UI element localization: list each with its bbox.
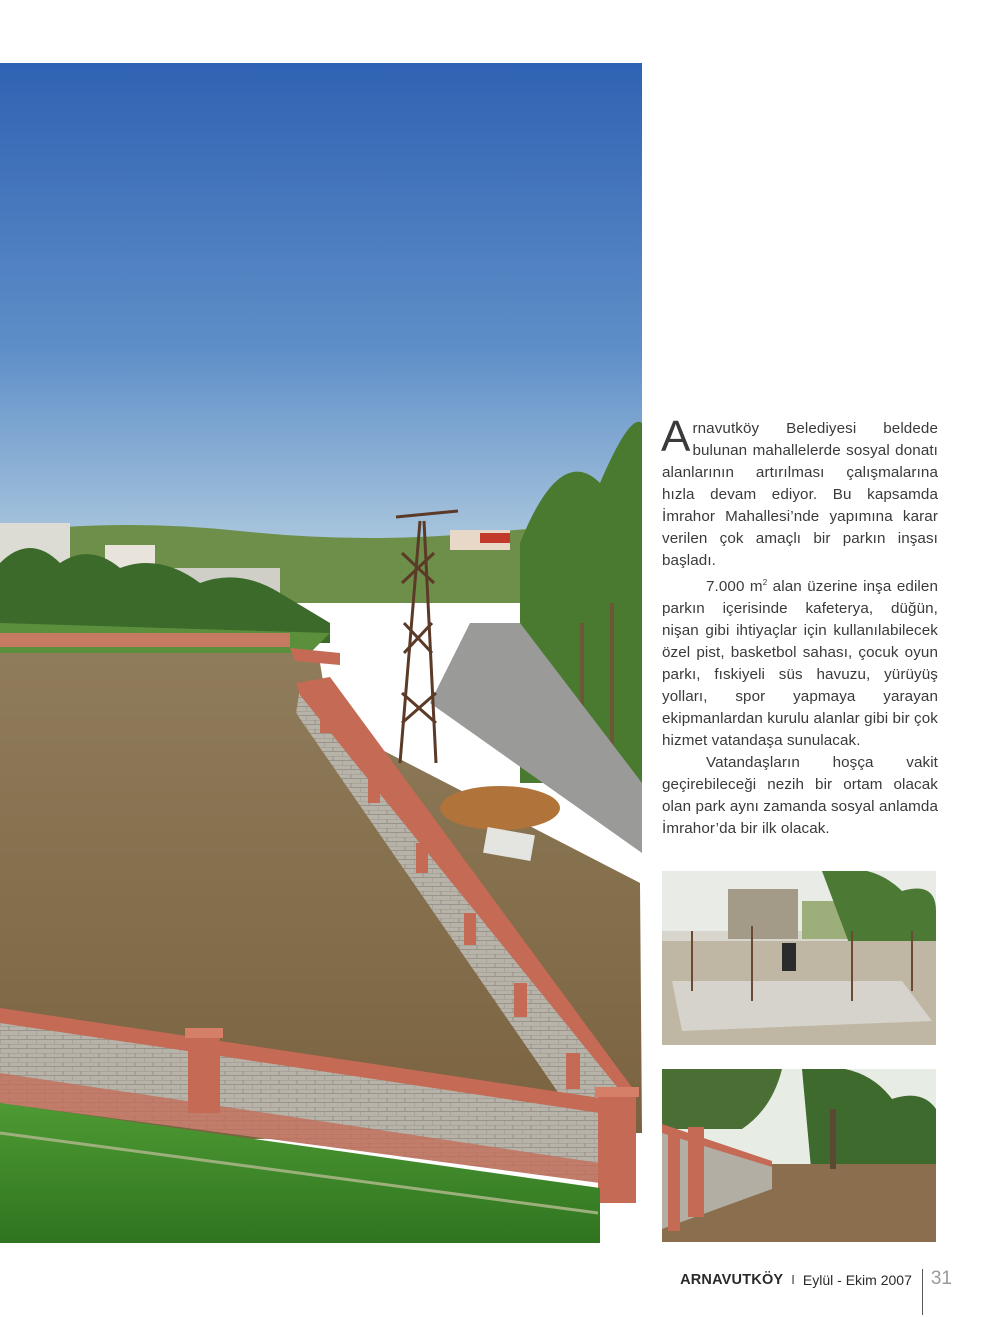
squared-superscript: 2 <box>762 578 768 587</box>
article-paragraph-2 <box>662 572 938 752</box>
page-footer <box>680 1269 952 1315</box>
drop-cap: A <box>661 412 691 461</box>
paragraph-2-rest: alan üzerine inşa edilen parkın içerisinde kafeterya, düğün, nişan gibi ihtiyaçlar için kullanılabilecek özel pist, basketbol sahası, çocuk oyun parkı, fıskiyeli süs havuzu, yürüyüş yolları, spor yapmaya yarayan ekipmanlardan kurulu alanlar gibi bir çok hizmet vatandaşa sunulacak. <box>662 578 938 750</box>
article-paragraph-3: Vatandaşların hoşça vakit geçirebileceği nezih bir ortam olacak olan park aynı zamanda sosyal anlamda İmrahor’da bir ilk olacak. <box>662 754 938 838</box>
page-number: 31 <box>930 1268 952 1289</box>
photo-foundation-construction <box>662 871 936 1045</box>
main-photo-park-construction <box>0 63 642 1243</box>
footer-divider <box>922 1269 923 1315</box>
article-paragraph-1 <box>661 412 938 572</box>
article-body <box>661 412 938 840</box>
photo-park-wall-trees <box>662 1069 936 1242</box>
issue-date: Eylül - Ekim 2007 <box>802 1272 912 1288</box>
paragraph-1-text: rnavutköy Belediyesi beldede bulunan mahallelerde sosyal donatı alanlarının artırılması çalışmalarına hızla devam ediyor. Bu kapsamda İmrahor Mahallesi’nde yapımına karar verilen çok amaçlı bir parkın inşası başladı. <box>662 420 938 569</box>
magazine-brand: ARNAVUTKÖY <box>680 1272 784 1288</box>
paragraph-2-prefix: 7.000 m <box>706 578 763 596</box>
footer-separator: I <box>791 1272 795 1287</box>
